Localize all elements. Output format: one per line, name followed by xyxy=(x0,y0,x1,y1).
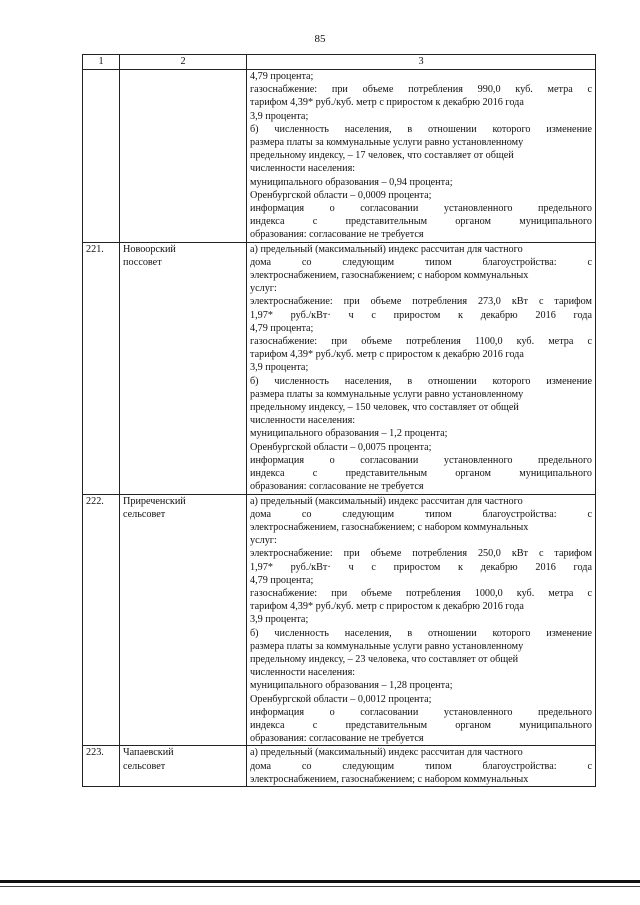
description-line: образования: согласование не требуется xyxy=(250,229,424,241)
description-line: б) численность населения, в отношении которого изменение xyxy=(250,375,592,387)
description-line: дома со следующим типом благоустройства: с xyxy=(250,760,592,772)
description-line: а) предельный (максимальный) индекс рассчитан для частного xyxy=(250,243,523,255)
row-number-cell xyxy=(83,242,120,494)
description-line: 1,97* руб./кВт· ч с приростом к декабрю 2016 года xyxy=(250,561,592,573)
description-line: 3,9 процента; xyxy=(250,614,309,626)
description-line: размера платы за коммунальные услуги равно установленному xyxy=(250,137,524,149)
description-cell xyxy=(247,746,596,787)
description-line: информация о согласовании установленного предельного xyxy=(250,203,592,215)
description-line: образования: согласование не требуется xyxy=(250,733,424,745)
table-header-row xyxy=(83,55,596,70)
municipality-name-line: Приреченский xyxy=(123,495,186,507)
description-line: индекса с представительным органом муниципального xyxy=(250,719,592,731)
row-number: 223. xyxy=(86,747,104,759)
description-line: 1,97* руб./кВт· ч с приростом к декабрю 2016 года xyxy=(250,309,592,321)
description-line: информация о согласовании установленного предельного xyxy=(250,454,592,466)
description-line: газоснабжение: при объеме потребления 1000,0 куб. метра с xyxy=(250,587,592,599)
municipality-name-cell xyxy=(120,242,247,494)
description-line: б) численность населения, в отношении которого изменение xyxy=(250,627,592,639)
description-line: образования: согласование не требуется xyxy=(250,481,424,493)
description-line: газоснабжение: при объеме потребления 1100,0 куб. метра с xyxy=(250,336,592,348)
description-line: 3,9 процента; xyxy=(250,110,309,122)
municipality-name-line: Новоорский xyxy=(123,243,176,255)
description-line: услуг: xyxy=(250,283,277,295)
description-line: предельному индексу, – 150 человек, что составляет от общей xyxy=(250,402,519,414)
description-line: предельному индексу, – 17 человек, что составляет от общей xyxy=(250,150,514,162)
description-line: муниципального образования – 0,94 процента; xyxy=(250,176,453,188)
bottom-rule-thin xyxy=(0,886,640,887)
description-cell xyxy=(247,242,596,494)
description-line: размера платы за коммунальные услуги равно установленному xyxy=(250,640,524,652)
description-line: Оренбургской области – 0,0012 процента; xyxy=(250,693,432,705)
description-line: тарифом 4,39* руб./куб. метр с приростом к декабрю 2016 года xyxy=(250,601,524,613)
description-line: электроснабжением, газоснабжением; с набором коммунальных xyxy=(250,773,529,785)
row-number: 222. xyxy=(86,495,104,507)
description-line: численности населения: xyxy=(250,667,356,679)
municipality-name-line: сельсовет xyxy=(123,508,166,520)
column-header: 1 xyxy=(83,55,120,70)
description-line: электроснабжением, газоснабжением; с набором коммунальных xyxy=(250,521,529,533)
description-line: электроснабжением, газоснабжением; с набором коммунальных xyxy=(250,270,529,282)
row-number-cell xyxy=(83,746,120,787)
description-line: 4,79 процента; xyxy=(250,71,314,82)
description-line: 3,9 процента; xyxy=(250,362,309,374)
description-line: б) численность населения, в отношении которого изменение xyxy=(250,123,592,135)
description-line: услуг: xyxy=(250,535,277,547)
description-line: муниципального образования – 1,28 процента; xyxy=(250,680,453,692)
row-number: 221. xyxy=(86,243,104,255)
description-line: а) предельный (максимальный) индекс рассчитан для частного xyxy=(250,747,523,759)
table-row xyxy=(83,494,596,746)
table-row xyxy=(83,70,596,243)
description-line: численности населения: xyxy=(250,163,356,175)
description-cell xyxy=(247,494,596,746)
description-line: информация о согласовании установленного предельного xyxy=(250,706,592,718)
description-line: тарифом 4,39* руб./куб. метр с приростом к декабрю 2016 года xyxy=(250,97,524,109)
description-line: электроснабжение: при объеме потребления 273,0 кВт с тарифом xyxy=(250,296,592,308)
description-line: Оренбургской области – 0,0009 процента; xyxy=(250,189,432,201)
municipality-name-line: Чапаевский xyxy=(123,747,174,759)
description-line: численности населения: xyxy=(250,415,356,427)
description-line: муниципального образования – 1,2 процента; xyxy=(250,428,448,440)
column-header: 3 xyxy=(247,55,596,70)
description-line: а) предельный (максимальный) индекс рассчитан для частного xyxy=(250,495,523,507)
description-line: тарифом 4,39* руб./куб. метр с приростом к декабрю 2016 года xyxy=(250,349,524,361)
description-cell xyxy=(247,70,596,243)
description-line: Оренбургской области – 0,0075 процента; xyxy=(250,441,432,453)
description-line: дома со следующим типом благоустройства: с xyxy=(250,508,592,520)
column-header: 2 xyxy=(120,55,247,70)
description-line: газоснабжение: при объеме потребления 990,0 куб. метра с xyxy=(250,84,592,96)
description-line: предельному индексу, – 23 человека, что составляет от общей xyxy=(250,653,519,665)
description-line: индекса с представительным органом муниципального xyxy=(250,468,592,480)
row-number-cell xyxy=(83,494,120,746)
row-number-cell xyxy=(83,70,120,243)
bottom-rule xyxy=(0,880,640,883)
municipality-name-line: сельсовет xyxy=(123,760,166,772)
table-row xyxy=(83,746,596,787)
municipality-name-cell xyxy=(120,494,247,746)
municipality-name-cell xyxy=(120,746,247,787)
description-line: 4,79 процента; xyxy=(250,574,314,586)
municipality-name-line: поссовет xyxy=(123,256,162,268)
description-line: индекса с представительным органом муниципального xyxy=(250,216,592,228)
page-number: 85 xyxy=(314,33,326,45)
table-row xyxy=(83,242,596,494)
description-line: 4,79 процента; xyxy=(250,322,314,334)
description-line: дома со следующим типом благоустройства: с xyxy=(250,256,592,268)
municipal-index-table xyxy=(82,54,596,787)
municipality-name-cell xyxy=(120,70,247,243)
description-line: электроснабжение: при объеме потребления 250,0 кВт с тарифом xyxy=(250,548,592,560)
description-line: размера платы за коммунальные услуги равно установленному xyxy=(250,388,524,400)
